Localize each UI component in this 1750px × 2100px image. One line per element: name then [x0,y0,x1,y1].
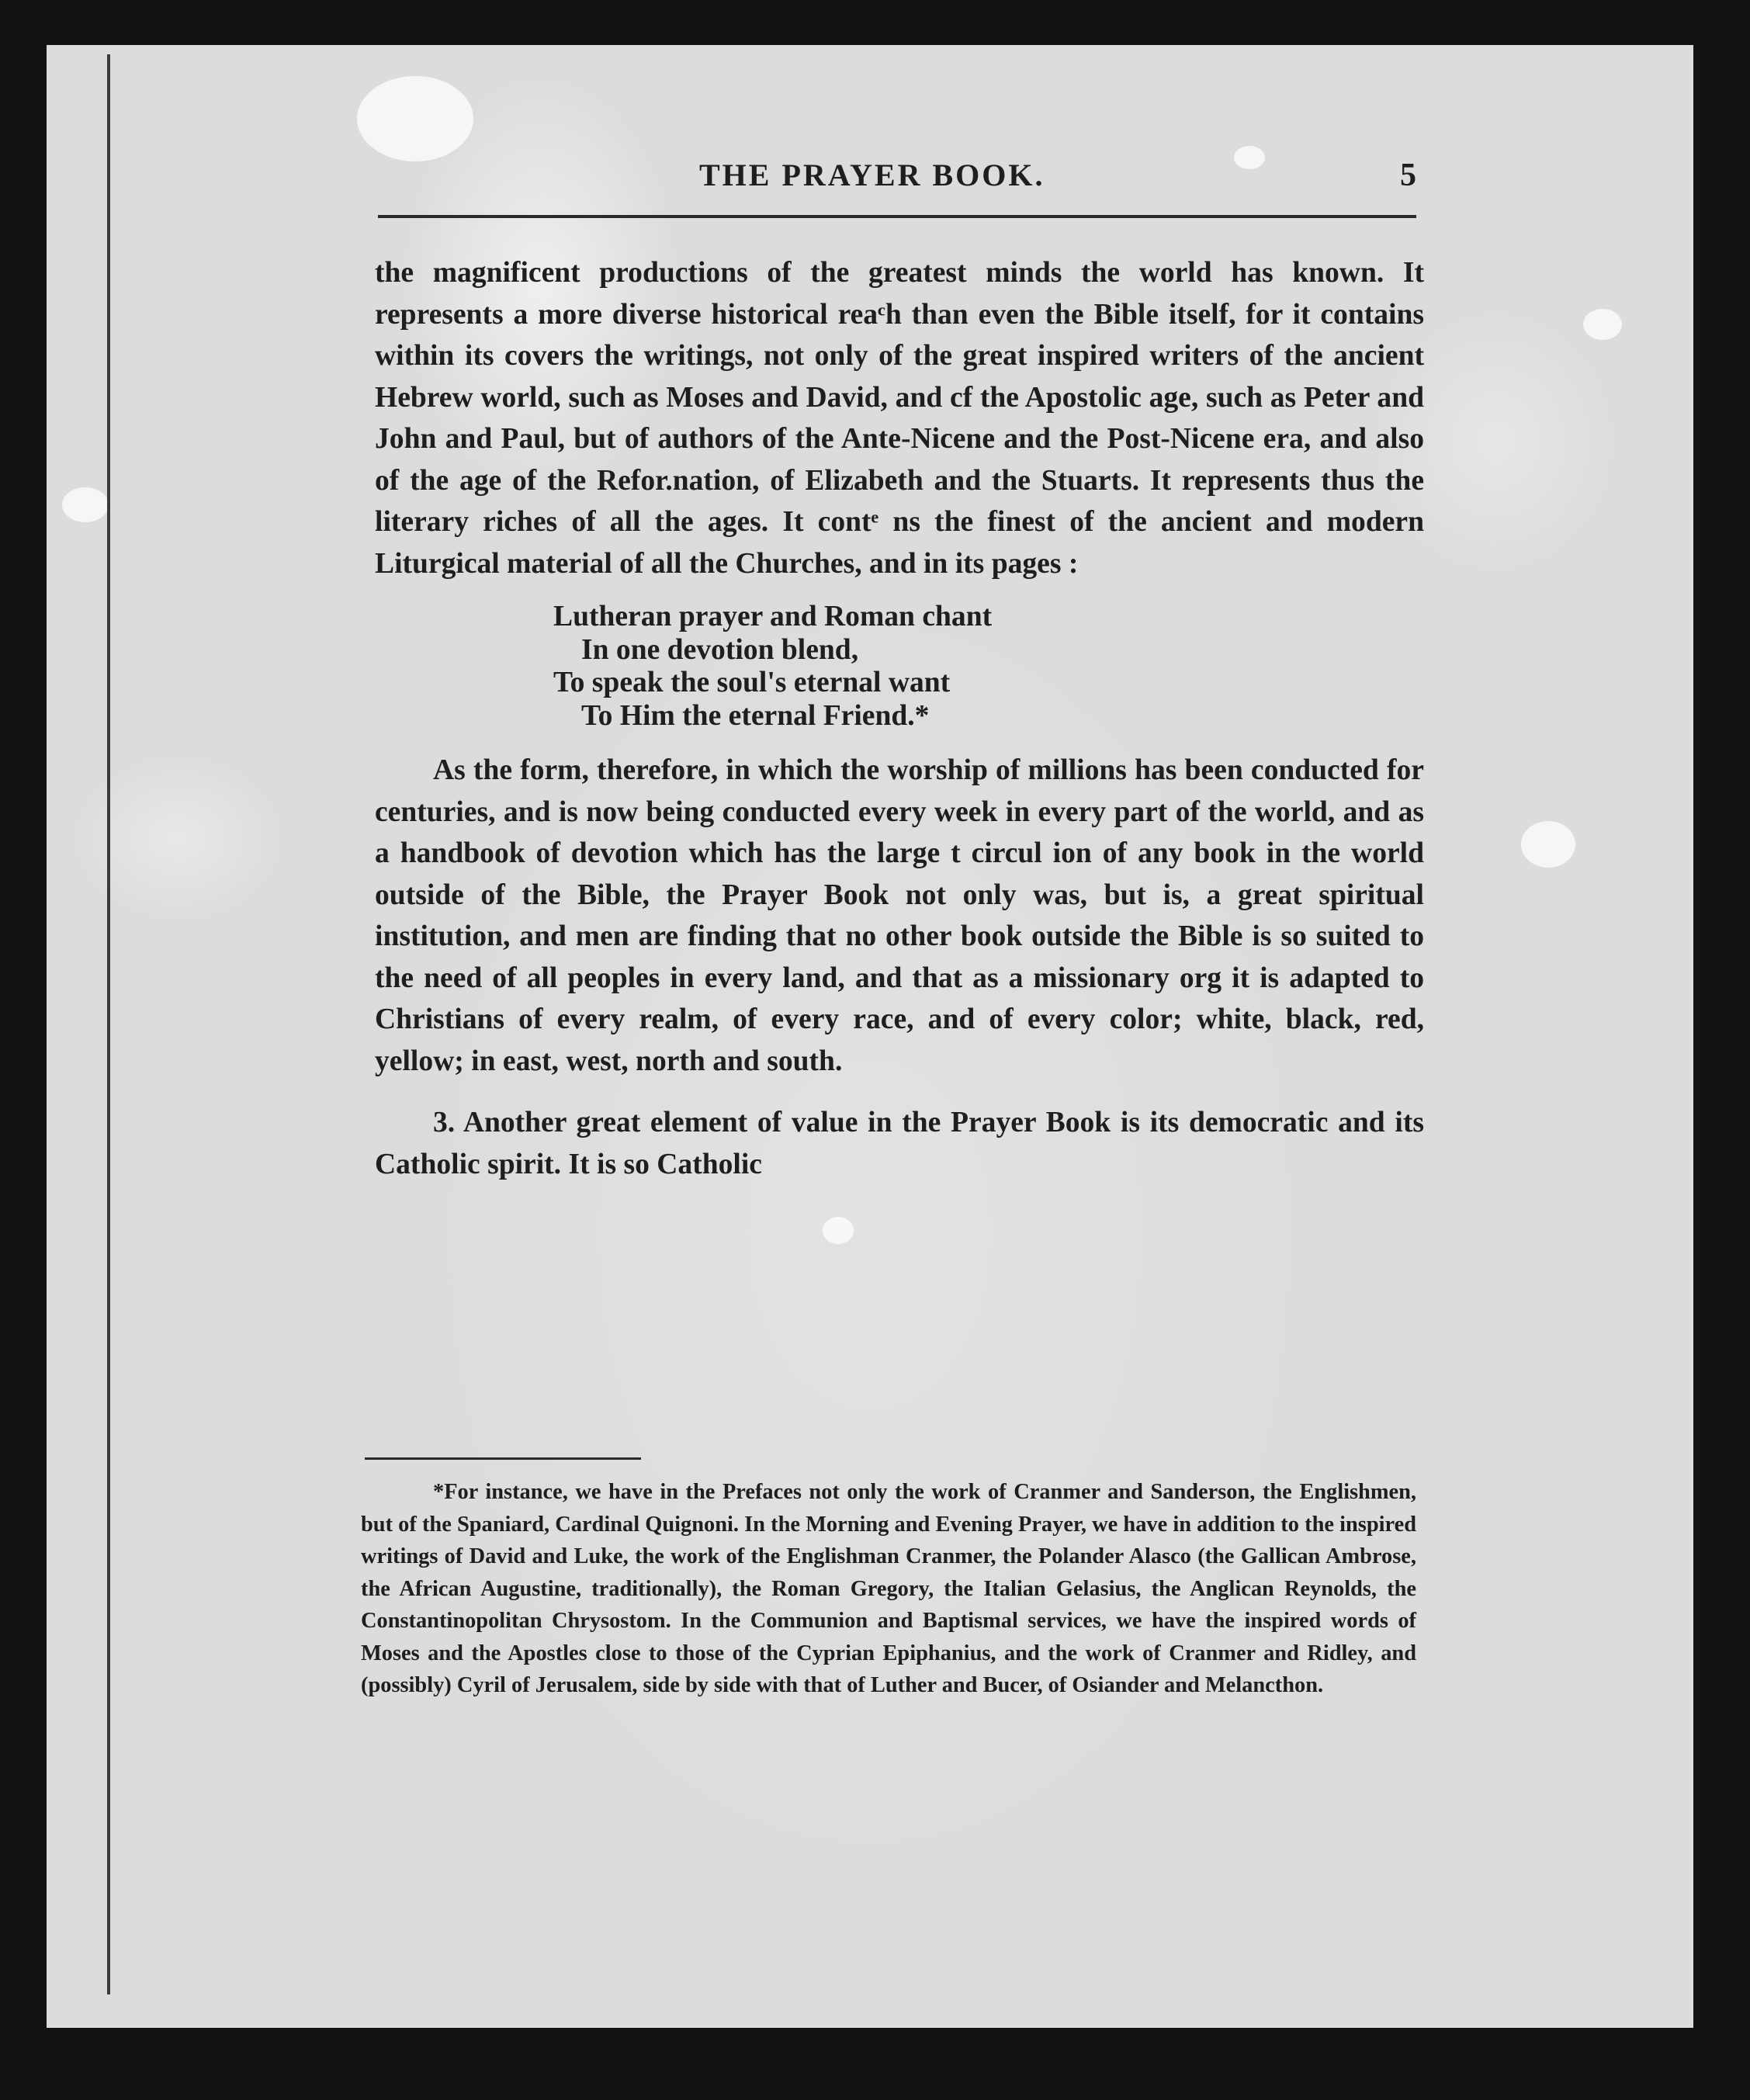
paper-stain [1583,309,1622,340]
running-head-title: THE PRAYER BOOK. [699,158,1045,192]
body-text [375,252,1424,1185]
verse-line: To Him the eternal Friend.* [581,699,930,732]
verse-line: To speak the soul's eternal want [553,667,951,698]
verse-line: Lutheran prayer and Roman chant [553,601,993,632]
paper-stain [1521,821,1575,868]
binding-edge [107,54,110,1994]
paragraph: As the form, therefore, in which the worship of millions has been conducted for centuries, and is now being conducted every week in every part of the world, and as a handbook of devotion which has the large t circul ion of any book in the world outside of the Bible, the Prayer Book not only was, but is, a great spiritual institution, and men are finding that no other book outside the Bible is so suited to the need of all peoples in every land, and that as a missionary org it is adapted to Christians of every realm, of every race, and of every color; white, black, red, yellow; in east, west, north and south. [375,754,1424,1077]
verse-quotation [553,601,1424,733]
paragraph: 3. Another great element of value in the Prayer Book is its democratic and its Catholic spirit. It is so Catholic [375,1107,1424,1180]
verse-line: In one devotion blend, [581,633,859,666]
running-header [378,157,1416,203]
paragraph-spacer [375,1082,1424,1102]
header-rule [378,215,1416,218]
paper-stain [62,487,109,522]
page-number: 5 [1400,158,1416,193]
paper-stain [357,76,473,161]
paragraph: the magnificent productions of the greatest minds the world has known. It represents a more diverse historical reaᶜh than even the Bible itself, for it contains within its covers the writings, not only of the great inspired writers of the ancient Hebrew world, such as Moses and David, and cf the Apostolic age, such as Peter and John and Paul, but of authors of the Ante-Nicene and the Post-Nicene era, and also of the age of the Refor.nation, of Elizabeth and the Stuarts. It represents thus the literary riches of all the ages. It contᵉ ns the finest of the ancient and modern Liturgical material of all the Churches, and in its pages : [375,257,1424,580]
footnote-rule [365,1457,641,1460]
footnote: *For instance, we have in the Prefaces not only the work of Cranmer and Sanderson, the Englishmen, but of the Spaniard, Cardinal Quignoni. In the Morning and Evening Prayer, we have in addition to the inspired writings of David and Luke, the work of the Englishman Cranmer, the Polander Alasco (the Gallican Ambrose, the African Augustine, traditionally), the Roman Gregory, the Italian Gelasius, the Anglican Reynolds, the Constantinopolitan Chrysostom. In the Communion and Baptismal services, we have the inspired words of Moses and the Apostles close to those of the Cyprian Epiphanius, and the work of Cranmer and Ridley, and (possibly) Cyril of Jerusalem, side by side with that of Luther and Bucer, of Osiander and Melancthon. [361,1480,1416,1697]
paper-stain [823,1217,854,1244]
